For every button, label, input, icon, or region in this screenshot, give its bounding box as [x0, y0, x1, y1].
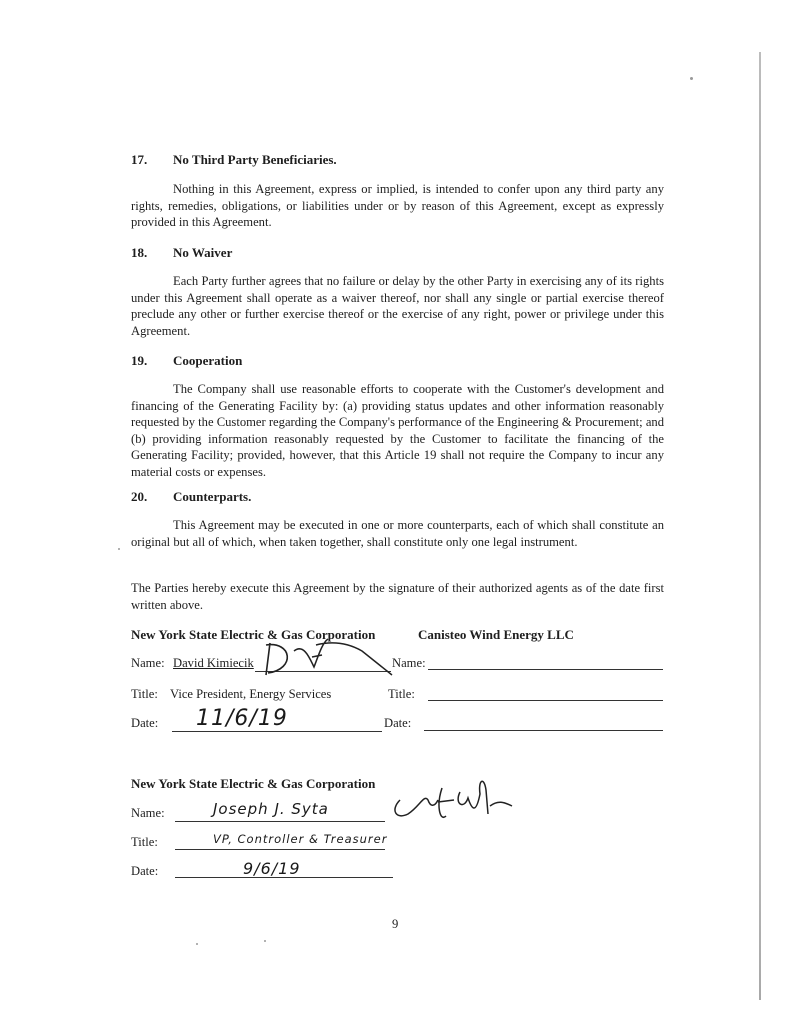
title-line-2: [175, 849, 385, 850]
name-label-2: Name:: [131, 806, 165, 820]
handwritten-title: VP, Controller & Treasurer: [213, 832, 388, 846]
signer-title: Vice President, Energy Services: [170, 687, 332, 701]
scan-speck: [264, 940, 266, 942]
date-label: Date:: [131, 716, 159, 730]
name-line-2: [175, 821, 385, 822]
section-19-text: The Company shall use reasonable efforts to cooperate with the Customer's development and financing of the Generating Facility by: (a) providing status updates and other information reasonably requested by the Customer regarding the Company's performance of the Engineering & Procurement; and (b) providing information reasonably requested by the Customer to facilitate the financing of the Generating Facility; provided, however, that this Article 19 shall not require the Company to incur any material costs or expenses.: [131, 382, 664, 479]
title-label: Title:: [131, 687, 158, 701]
handwritten-date-2: 9/6/19: [243, 859, 301, 878]
page-number: 9: [392, 917, 399, 931]
section-title: No Waiver: [173, 245, 233, 260]
execution-text: The Parties hereby execute this Agreement by the signature of their authorized agents as of the date first written above.: [131, 581, 664, 612]
section-20-heading: [131, 489, 251, 505]
scan-edge-line: [759, 52, 761, 1000]
second-party-org: New York State Electric & Gas Corporation: [131, 776, 376, 791]
right-name-line[interactable]: [428, 669, 663, 670]
section-20-text: This Agreement may be executed in one or more counterparts, each of which shall constitute an original but all of which, when taken together, shall constitute only one legal instrument.: [131, 518, 664, 549]
right-party-org: Canisteo Wind Energy LLC: [418, 627, 574, 642]
signer-name: David Kimiecik: [173, 656, 254, 670]
right-name-label: Name:: [392, 656, 426, 670]
section-17-text: Nothing in this Agreement, express or implied, is intended to confer upon any third party any rights, remedies, obligations, or liabilities under or by reason of this Agreement, except as expressly provided in this Agreement.: [131, 182, 664, 230]
handwritten-name: Joseph J. Syta: [213, 800, 329, 818]
section-18-text: Each Party further agrees that no failure or delay by the other Party in exercising any of its rights under this Agreement shall operate as a waiver thereof, nor shall any single or partial exercise thereof preclude any other or further exercise thereof or the exercise of any right, power or privilege under this Agreement.: [131, 274, 664, 338]
right-title-label: Title:: [388, 687, 415, 701]
right-date-label: Date:: [384, 716, 412, 730]
section-17-heading: [131, 152, 337, 168]
date-label-2: Date:: [131, 864, 159, 878]
syta-signature-image: [380, 770, 520, 830]
section-number: 19.: [131, 353, 148, 368]
scan-speck: [196, 943, 198, 945]
right-date-line[interactable]: [424, 730, 663, 731]
section-number: 17.: [131, 152, 148, 167]
section-18-heading: [131, 245, 232, 261]
left-party-org: New York State Electric & Gas Corporation: [131, 627, 376, 642]
kimiecik-signature-image: [252, 633, 412, 681]
section-title: No Third Party Beneficiaries.: [173, 152, 337, 167]
name-label: Name:: [131, 656, 165, 670]
date-line: [172, 731, 382, 732]
scan-speck: [690, 77, 693, 80]
section-19-heading: [131, 353, 242, 369]
section-title: Cooperation: [173, 353, 243, 368]
section-number: 20.: [131, 489, 148, 504]
handwritten-date: 11/6/19: [196, 706, 288, 731]
title-label-2: Title:: [131, 835, 158, 849]
section-title: Counterparts.: [173, 489, 252, 504]
scan-speck: [118, 548, 120, 550]
right-title-line[interactable]: [428, 700, 663, 701]
section-number: 18.: [131, 245, 148, 260]
